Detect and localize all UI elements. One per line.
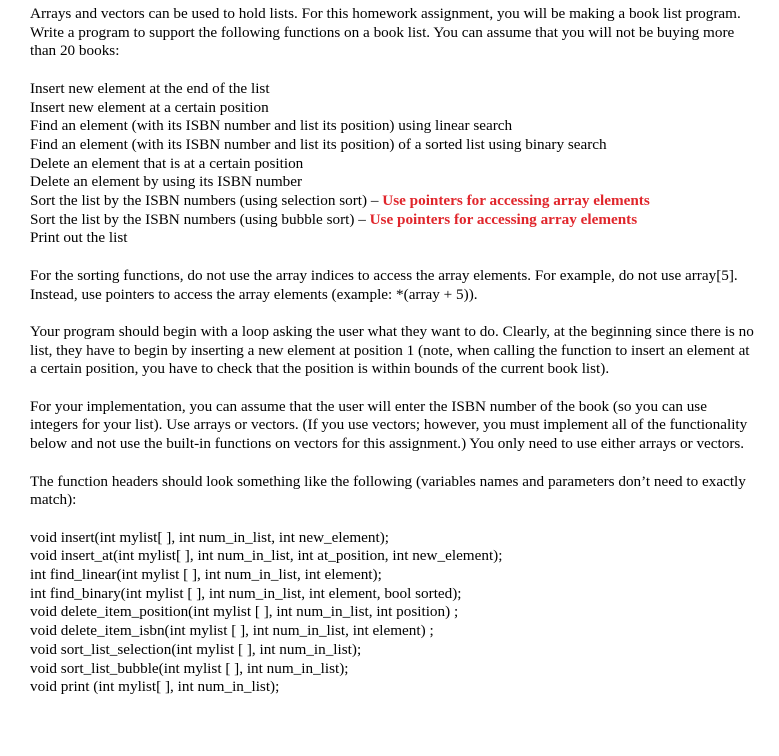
assignment-document xyxy=(30,5,758,697)
function-item-insert-end xyxy=(30,80,758,99)
function-text: Delete an element that is at a certain position xyxy=(30,154,304,172)
function-text: Find an element (with its ISBN number and list its position) using linear search xyxy=(30,117,513,135)
function-item-find-binary xyxy=(30,136,758,155)
header-print: void print (int mylist[ ], int num_in_list); xyxy=(30,678,280,696)
header-sort-list-selection: void sort_list_selection(int mylist [ ], int num_in_list); xyxy=(30,640,362,658)
function-text: Delete an element by using its ISBN number xyxy=(30,173,303,191)
header-delete-item-isbn: void delete_item_isbn(int mylist [ ], int num_in_list, int element) ; xyxy=(30,622,434,640)
function-item-print xyxy=(30,229,758,248)
function-item-insert-at xyxy=(30,99,758,118)
intro-paragraph: Arrays and vectors can be used to hold lists. For this homework assignment, you will be making a book list program. Write a program to support the following functions on a book list. You can assume that you will not be buying more than 20 books: xyxy=(30,5,741,60)
function-text: Insert new element at the end of the list xyxy=(30,79,270,97)
header-insert-at: void insert_at(int mylist[ ], int num_in_list, int at_position, int new_element); xyxy=(30,547,503,565)
function-text: Find an element (with its ISBN number and list its position) of a sorted list using binary search xyxy=(30,135,607,153)
function-item-selection-sort xyxy=(30,192,758,211)
function-item-delete-position xyxy=(30,155,758,174)
function-text: Insert new element at a certain position xyxy=(30,98,269,116)
header-insert: void insert(int mylist[ ], int num_in_list, int new_element); xyxy=(30,528,389,546)
pointer-requirement-note: Use pointers for accessing array elements xyxy=(382,192,650,210)
sorting-note-paragraph: For the sorting functions, do not use the array indices to access the array elements. For example, do not use array[5]. Instead, use pointers to access the array elements (example: *(array + 5)). xyxy=(30,266,738,303)
function-item-find-linear xyxy=(30,117,758,136)
pointer-requirement-note: Use pointers for accessing array elements xyxy=(369,210,638,228)
implementation-note-paragraph: For your implementation, you can assume that the user will enter the ISBN number of the book (so you can use integers for your list). Use arrays or vectors. (If you use vectors; however, you must implement all of the functionality below and not use the built-in functions on vectors for this assignment.) You only need to use either arrays or vectors. xyxy=(30,397,748,453)
loop-note-paragraph: Your program should begin with a loop asking the user what they want to do. Clearly, at the beginning since there is no list, they have to begin by inserting a new element at position 1 (note, when calling the function to insert an element at a certain position, you have to check that the position is within bounds of the current book list). xyxy=(30,322,754,378)
headers-intro-paragraph: The function headers should look something like the following (variables names and parameters don’t need to exactly match): xyxy=(30,472,746,509)
header-sort-list-bubble: void sort_list_bubble(int mylist [ ], int num_in_list); xyxy=(30,659,349,677)
header-find-linear: int find_linear(int mylist [ ], int num_in_list, int element); xyxy=(30,566,382,583)
function-text: Print out the list xyxy=(30,229,128,247)
header-find-binary: int find_binary(int mylist [ ], int num_in_list, int element, bool sorted); xyxy=(30,584,462,602)
function-text: Sort the list by the ISBN numbers (using selection sort) – xyxy=(30,192,383,210)
function-text: Sort the list by the ISBN numbers (using bubble sort) – xyxy=(30,210,370,228)
function-item-delete-isbn xyxy=(30,173,758,192)
header-delete-item-position: void delete_item_position(int mylist [ ], int num_in_list, int position) ; xyxy=(30,603,459,621)
function-list xyxy=(30,80,758,248)
function-headers-block xyxy=(30,529,758,697)
function-item-bubble-sort xyxy=(30,211,758,230)
